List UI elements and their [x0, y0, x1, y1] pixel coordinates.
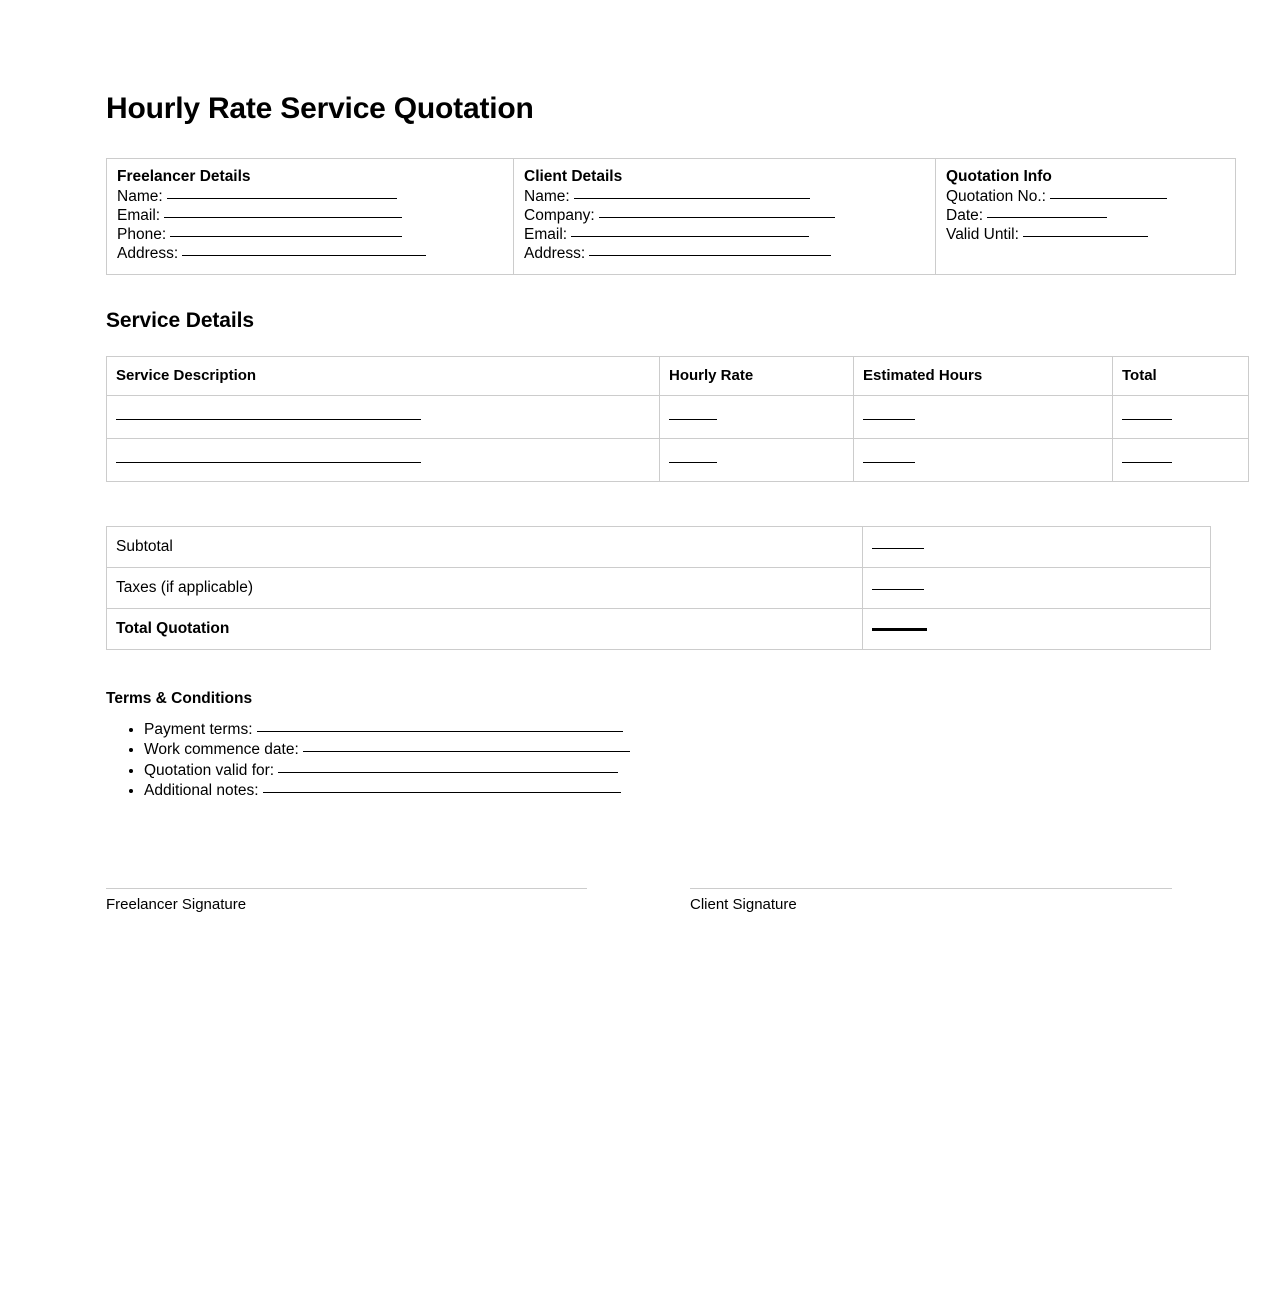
client-details-cell — [514, 159, 936, 275]
term-work-commence-date-label: Work commence date: — [144, 741, 299, 759]
freelancer-field-name-label: Name: — [117, 187, 163, 205]
summary-value-total-quotation-cell — [863, 608, 1211, 649]
client-field-email-input[interactable] — [571, 236, 809, 237]
term-payment-terms-label: Payment terms: — [144, 720, 253, 738]
quotation-field-valid-until-input[interactable] — [1023, 236, 1148, 237]
client-field-name — [524, 188, 925, 207]
service-description-cell — [107, 395, 660, 438]
hourly-rate-cell — [660, 438, 854, 481]
client-details-heading: Client Details — [524, 168, 623, 185]
freelancer-details-heading: Freelancer Details — [117, 168, 251, 185]
freelancer-field-phone-label: Phone: — [117, 225, 167, 243]
freelancer-field-address-label: Address: — [117, 244, 179, 262]
term-quotation-valid-for-input[interactable] — [278, 772, 618, 773]
table-row — [107, 438, 1249, 481]
line-total-cell — [1113, 395, 1249, 438]
hourly-rate-input[interactable] — [669, 419, 717, 420]
freelancer-signature-block — [106, 888, 587, 913]
client-field-address-input[interactable] — [589, 255, 831, 256]
service-description-cell — [107, 438, 660, 481]
column-header-service-description: Service Description — [107, 356, 660, 395]
client-field-email — [524, 226, 925, 245]
summary-table — [106, 526, 1211, 650]
total-quotation-input[interactable] — [872, 628, 927, 631]
table-row — [107, 395, 1249, 438]
terms-list — [106, 720, 1172, 802]
client-field-company-input[interactable] — [599, 217, 835, 218]
client-field-name-label: Name: — [524, 187, 570, 205]
column-header-estimated-hours: Estimated Hours — [854, 356, 1113, 395]
term-payment-terms-input[interactable] — [257, 731, 623, 732]
quotation-info-heading: Quotation Info — [946, 168, 1052, 185]
service-table-header-row — [107, 356, 1249, 395]
service-details-heading: Service Details — [106, 308, 254, 332]
summary-row-total-quotation — [107, 608, 1211, 649]
parties-table — [106, 158, 1236, 275]
estimated-hours-cell — [854, 438, 1113, 481]
term-additional-notes-input[interactable] — [263, 792, 621, 793]
hourly-rate-cell — [660, 395, 854, 438]
line-total-cell — [1113, 438, 1249, 481]
terms-and-conditions-heading: Terms & Conditions — [106, 689, 253, 707]
service-description-input[interactable] — [116, 462, 421, 463]
list-item — [144, 761, 1172, 782]
list-item — [144, 720, 1172, 741]
freelancer-field-address — [117, 245, 503, 264]
quotation-field-valid-until — [946, 226, 1225, 245]
quotation-field-number-label: Quotation No.: — [946, 187, 1046, 205]
freelancer-field-email-input[interactable] — [164, 217, 402, 218]
hourly-rate-input[interactable] — [669, 462, 717, 463]
client-signature-label: Client Signature — [690, 895, 797, 913]
summary-value-taxes-cell — [863, 567, 1211, 608]
page-title: Hourly Rate Service Quotation — [106, 92, 534, 125]
client-field-company-label: Company: — [524, 206, 595, 224]
freelancer-field-email — [117, 207, 503, 226]
document-content — [106, 0, 1172, 948]
summary-value-subtotal-cell — [863, 526, 1211, 567]
summary-label-subtotal: Subtotal — [107, 526, 863, 567]
term-quotation-valid-for-label: Quotation valid for: — [144, 761, 275, 779]
quotation-field-valid-until-label: Valid Until: — [946, 225, 1019, 243]
client-field-company — [524, 207, 925, 226]
signatures-section — [106, 888, 1172, 948]
parties-row — [107, 159, 1236, 275]
freelancer-details-cell — [107, 159, 514, 275]
estimated-hours-cell — [854, 395, 1113, 438]
quotation-field-date — [946, 207, 1225, 226]
quotation-field-date-input[interactable] — [987, 217, 1107, 218]
line-total-input[interactable] — [1122, 462, 1172, 463]
quotation-info-cell — [936, 159, 1236, 275]
column-header-hourly-rate: Hourly Rate — [660, 356, 854, 395]
client-field-address-label: Address: — [524, 244, 586, 262]
list-item — [144, 740, 1172, 761]
freelancer-signature-label: Freelancer Signature — [106, 895, 247, 913]
client-field-email-label: Email: — [524, 225, 568, 243]
taxes-input[interactable] — [872, 589, 924, 590]
summary-row-subtotal — [107, 526, 1211, 567]
freelancer-field-address-input[interactable] — [182, 255, 426, 256]
term-additional-notes-label: Additional notes: — [144, 782, 259, 800]
client-field-address — [524, 245, 925, 264]
term-work-commence-date-input[interactable] — [303, 751, 630, 752]
summary-label-total-quotation: Total Quotation — [107, 608, 863, 649]
service-details-table — [106, 356, 1249, 482]
summary-row-taxes — [107, 567, 1211, 608]
service-description-input[interactable] — [116, 419, 421, 420]
freelancer-field-phone-input[interactable] — [170, 236, 402, 237]
column-header-total: Total — [1113, 356, 1249, 395]
freelancer-field-email-label: Email: — [117, 206, 161, 224]
client-signature-block — [690, 888, 1172, 913]
freelancer-field-name-input[interactable] — [167, 198, 397, 199]
subtotal-input[interactable] — [872, 548, 924, 549]
list-item — [144, 781, 1172, 802]
client-field-name-input[interactable] — [574, 198, 810, 199]
estimated-hours-input[interactable] — [863, 419, 915, 420]
summary-label-taxes: Taxes (if applicable) — [107, 567, 863, 608]
quotation-field-date-label: Date: — [946, 206, 984, 224]
freelancer-field-name — [117, 188, 503, 207]
estimated-hours-input[interactable] — [863, 462, 915, 463]
freelancer-field-phone — [117, 226, 503, 245]
line-total-input[interactable] — [1122, 419, 1172, 420]
quotation-field-number — [946, 188, 1225, 207]
quotation-field-number-input[interactable] — [1050, 198, 1167, 199]
